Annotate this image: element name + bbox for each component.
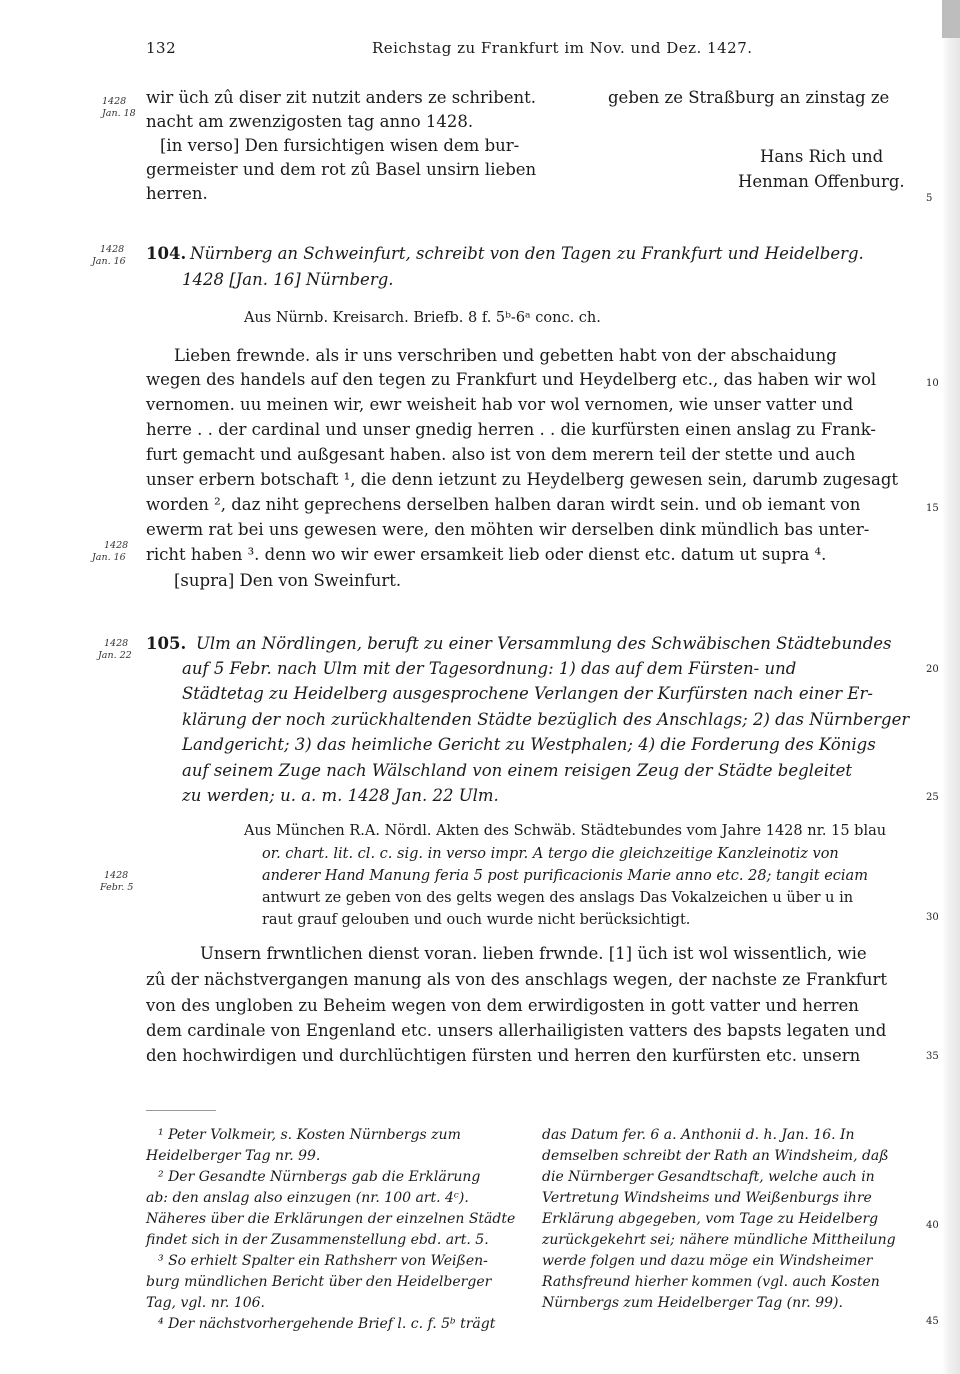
line-number: 5 bbox=[926, 193, 933, 204]
doc-source: anderer Hand Manung feria 5 post purificacionis Marie anno etc. 28; tangit eciam bbox=[262, 868, 868, 884]
margin-date: Jan. 22 bbox=[98, 650, 132, 661]
line-number: 40 bbox=[926, 1220, 939, 1231]
body-line: [supra] Den von Sweinfurt. bbox=[174, 571, 402, 590]
doc-number: 105. bbox=[146, 634, 187, 653]
footnote-line: das Datum fer. 6 a. Anthonii d. h. Jan. 16. In bbox=[542, 1127, 855, 1143]
doc-number: 104. bbox=[146, 244, 187, 263]
doc-source: antwurt ze geben von des gelts wegen des anslags Das Vokalzeichen u über u in bbox=[262, 890, 854, 906]
doc-title: auf seinem Zuge nach Wälschland von einem reisigen Zeug der Städte begleitet bbox=[182, 761, 853, 780]
doc-title: klärung der noch zurückhaltenden Städte bezüglich des Anschlags; 2) das Nürnberger bbox=[182, 710, 910, 729]
footnote-line: Tag, vgl. nr. 106. bbox=[146, 1295, 265, 1311]
doc-title: zu werden; u. a. m. 1428 Jan. 22 Ulm. bbox=[182, 786, 499, 805]
line-number: 15 bbox=[926, 503, 939, 514]
body-line: richt haben ³. denn wo wir ewer ersamkeit lieb oder dienst etc. datum ut supra ⁴. bbox=[146, 545, 827, 564]
footnote-line: ² Der Gesandte Nürnbergs gab die Erklärung bbox=[158, 1169, 481, 1185]
footnote-line: demselben schreibt der Rath an Windsheim, daß bbox=[542, 1148, 889, 1164]
letter-line: nacht am zwenzigosten tag anno 1428. bbox=[146, 112, 474, 131]
running-title: Reichstag zu Frankfurt im Nov. und Dez. 1427. bbox=[372, 39, 753, 57]
footnote-line: Vertretung Windsheims und Weißenburgs ihre bbox=[542, 1190, 872, 1206]
footnote-line: burg mündlichen Bericht über den Heidelberger bbox=[146, 1274, 492, 1290]
footnote-line: Rathsfreund hierher kommen (vgl. auch Kosten bbox=[542, 1274, 880, 1290]
footnote-line: Näheres über die Erklärungen der einzelnen Städte bbox=[146, 1211, 516, 1227]
margin-date: 1428 bbox=[100, 244, 125, 255]
doc-title: Nürnberg an Schweinfurt, schreibt von den Tagen zu Frankfurt und Heidelberg. bbox=[190, 244, 864, 263]
footnote-line: Nürnbergs zum Heidelberger Tag (nr. 99). bbox=[542, 1295, 843, 1311]
footnote-line: werde folgen und dazu möge ein Windsheimer bbox=[542, 1253, 873, 1269]
footnote-line: ab: den anslag also einzugen (nr. 100 art. 4ᶜ). bbox=[146, 1190, 469, 1206]
margin-date: 1428 bbox=[104, 638, 129, 649]
doc-source: or. chart. lit. cl. c. sig. in verso impr. A tergo die gleichzeitige Kanzleinotiz von bbox=[262, 846, 839, 862]
body-line: Unsern frwntlichen dienst voran. lieben frwnde. [1] üch ist wol wissentlich, wie bbox=[200, 944, 867, 963]
body-line: ewerm rat bei uns gewesen were, den möhten wir derselben dink mündlich bas unter- bbox=[146, 520, 870, 539]
margin-date: 1428 bbox=[102, 96, 127, 107]
body-line: Lieben frewnde. als ir uns verschriben und gebetten habt von der abschaidung bbox=[174, 346, 837, 365]
body-line: dem cardinale von Engenland etc. unsers allerhailigisten vatters des bapsts legaten und bbox=[146, 1021, 887, 1040]
margin-date: 1428 bbox=[104, 540, 129, 551]
signature: Henman Offenburg. bbox=[738, 172, 905, 191]
doc-source: Aus München R.A. Nördl. Akten des Schwäb. Städtebundes vom Jahre 1428 nr. 15 blau bbox=[244, 823, 887, 839]
doc-title: Landgericht; 3) das heimliche Gericht zu Westphalen; 4) die Forderung des Königs bbox=[182, 735, 876, 754]
body-line: vernomen. uu meinen wir, ewr weisheit hab vor wol vernomen, wie unser vatter und bbox=[146, 395, 854, 414]
doc-title: Ulm an Nördlingen, beruft zu einer Versammlung des Schwäbischen Städtebundes bbox=[196, 634, 892, 653]
margin-date: 1428 bbox=[104, 870, 129, 881]
footnote-line: die Nürnberger Gesandtschaft, welche auch in bbox=[542, 1169, 875, 1185]
margin-date: Jan. 16 bbox=[92, 256, 126, 267]
body-line: wegen des handels auf den tegen zu Frankfurt und Heydelberg etc., das haben wir wol bbox=[146, 370, 877, 389]
line-number: 25 bbox=[926, 792, 939, 803]
line-number: 45 bbox=[926, 1316, 939, 1327]
line-number: 10 bbox=[926, 378, 939, 389]
margin-date: Jan. 16 bbox=[92, 552, 126, 563]
margin-date: Jan. 18 bbox=[102, 108, 136, 119]
letter-line: germeister und dem rot zû Basel unsirn lieben bbox=[146, 160, 537, 179]
doc-source: raut grauf gelouben und ouch wurde nicht berücksichtigt. bbox=[262, 912, 691, 928]
signature: Hans Rich und bbox=[760, 147, 884, 166]
line-number: 35 bbox=[926, 1051, 939, 1062]
doc-title: auf 5 Febr. nach Ulm mit der Tagesordnung: 1) das auf dem Fürsten- und bbox=[182, 659, 797, 678]
body-line: furt gemacht und außgesant haben. also ist von dem merern teil der stette und auch bbox=[146, 445, 856, 464]
doc-title: 1428 [Jan. 16] Nürnberg. bbox=[182, 270, 394, 289]
letter-line-right: geben ze Straßburg an zinstag ze bbox=[608, 88, 890, 107]
body-line: zû der nächstvergangen manung als von des anschlags wegen, der nachste ze Frankfurt bbox=[146, 970, 887, 989]
footnote-line: findet sich in der Zusammenstellung ebd. art. 5. bbox=[146, 1232, 489, 1248]
scan-corner-mark bbox=[942, 0, 960, 38]
letter-line: herren. bbox=[146, 184, 208, 203]
scan-edge bbox=[942, 0, 960, 1374]
page-number: 132 bbox=[146, 39, 177, 57]
body-line: von des ungloben zu Beheim wegen von dem erwirdigosten in gott vatter und herren bbox=[146, 996, 859, 1015]
body-line: unser erbern botschaft ¹, die denn ietzunt zu Heydelberg gewesen sein, darumb zugesagt bbox=[146, 470, 899, 489]
line-number: 20 bbox=[926, 664, 939, 675]
line-number: 30 bbox=[926, 912, 939, 923]
footnote-line: ³ So erhielt Spalter ein Rathsherr von Weißen- bbox=[158, 1253, 488, 1269]
footnote-rule bbox=[146, 1110, 216, 1111]
footnote-line: Erklärung abgegeben, vom Tage zu Heidelberg bbox=[542, 1211, 879, 1227]
body-line: den hochwirdigen und durchlüchtigen fürsten und herren den kurfürsten etc. unsern bbox=[146, 1046, 861, 1065]
footnote-line: ¹ Peter Volkmeir, s. Kosten Nürnbergs zum bbox=[158, 1127, 461, 1143]
doc-title: Städtetag zu Heidelberg ausgesprochene Verlangen der Kurfürsten nach einer Er- bbox=[182, 684, 873, 703]
letter-line: wir üch zû diser zit nutzit anders ze schribent. bbox=[146, 88, 537, 107]
doc-source: Aus Nürnb. Kreisarch. Briefb. 8 f. 5ᵇ-6ᵃ conc. ch. bbox=[244, 310, 601, 326]
body-line: herre . . der cardinal und unser gnedig herren . . die kurfürsten einen anslag zu Frank- bbox=[146, 420, 876, 439]
body-line: worden ², daz niht geprechens derselben halben daran wirdt sein. und ob iemant von bbox=[146, 495, 861, 514]
footnote-line: zurückgekehrt sei; nähere mündliche Mittheilung bbox=[542, 1232, 896, 1248]
letter-line: [in verso] Den fursichtigen wisen dem bur- bbox=[160, 136, 520, 155]
margin-date: Febr. 5 bbox=[100, 882, 134, 893]
footnote-line: Heidelberger Tag nr. 99. bbox=[146, 1148, 321, 1164]
footnote-line: ⁴ Der nächstvorhergehende Brief l. c. f. 5ᵇ trägt bbox=[158, 1316, 496, 1332]
